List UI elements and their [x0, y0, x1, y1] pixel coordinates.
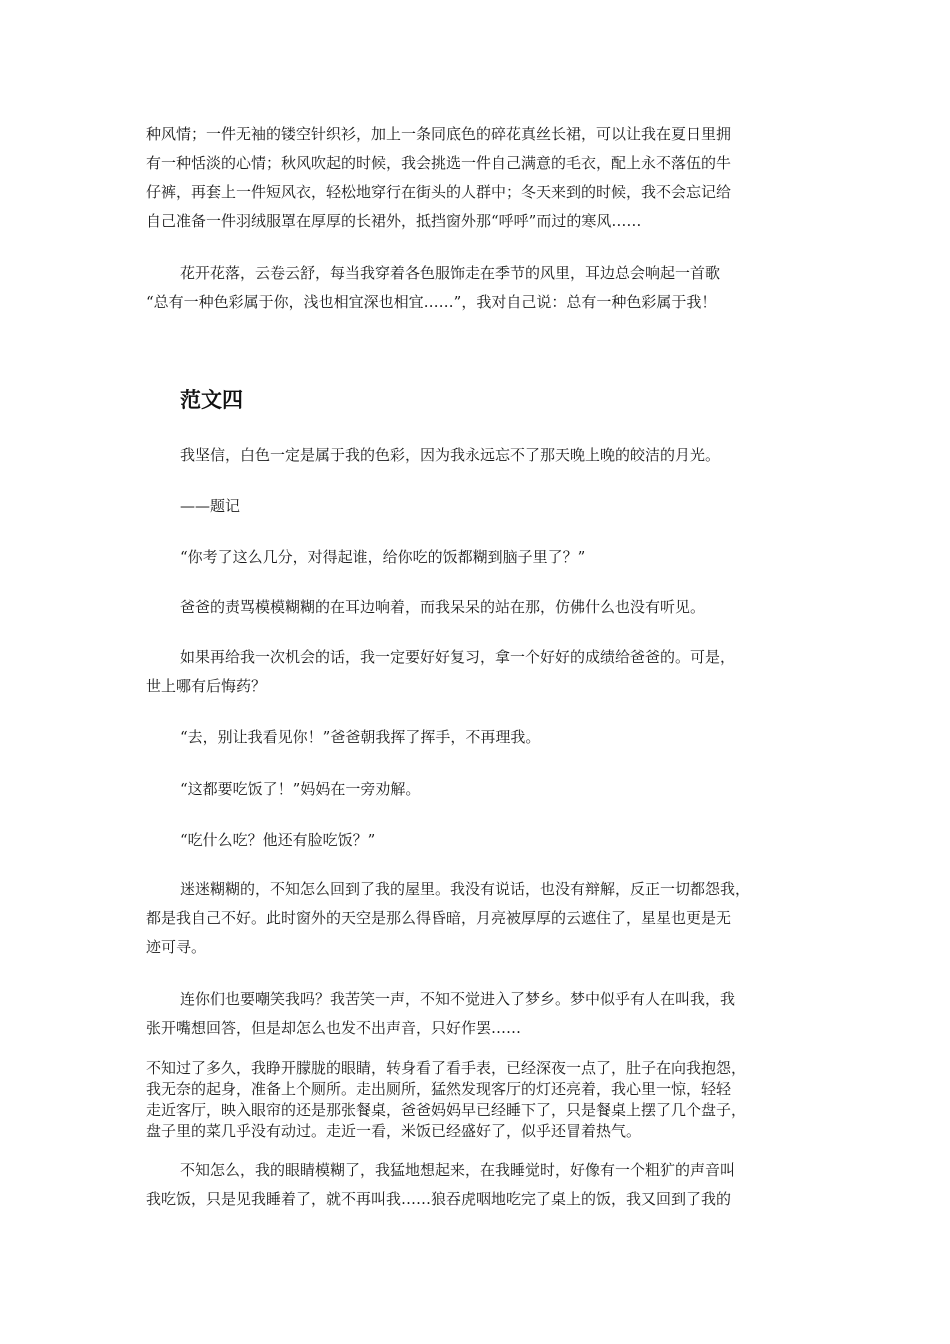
epigraph: [146, 441, 806, 470]
text-line: “总有一种色彩属于你，浅也相宜深也相宜……”，我对自己说：总有一种色彩属于我！: [146, 293, 717, 311]
text-line: “这都要吃饭了！”妈妈在一旁劝解。: [180, 780, 421, 798]
text-line: 张开嘴想回答，但是却怎么也发不出声音，只好作罢……: [146, 1019, 522, 1037]
text-line: 迹可寻。: [146, 938, 207, 956]
section-heading: 范文四: [180, 388, 243, 412]
text-line: 不知怎么，我的眼睛模糊了，我猛地想起来，在我睡觉时，好像有一个粗犷的声音叫: [180, 1161, 736, 1179]
text-line: 有一种恬淡的心情；秋风吹起的时候，我会挑选一件自己满意的毛衣，配上永不落伍的牛: [146, 154, 732, 172]
text-line: 如果再给我一次机会的话，我一定要好好复习，拿一个好好的成绩给爸爸的。可是，: [180, 648, 736, 666]
text-line: “去，别让我看见你！”爸爸朝我挥了挥手，不再理我。: [180, 728, 541, 746]
text-line: 爸爸的责骂模模糊糊的在耳边响着，而我呆呆的站在那，仿佛什么也没有听见。: [180, 598, 706, 616]
text-line: 种风情；一件无袖的镂空针织衫，加上一条同底色的碎花真丝长裙，可以让我在夏日里拥: [146, 125, 732, 143]
text-line: ——题记: [180, 497, 241, 515]
text-line: 不知过了多久，我睁开朦胧的眼睛，转身看了看手表，已经深夜一点了，肚子在向我抱怨，: [146, 1059, 747, 1077]
text-line: “吃什么吃？他还有脸吃饭？”: [180, 831, 376, 849]
text-line: 我坚信，白色一定是属于我的色彩，因为我永远忘不了那天晚上晚的皎洁的月光。: [180, 446, 721, 464]
text-line: 连你们也要嘲笑我吗？我苦笑一声，不知不觉进入了梦乡。梦中似乎有人在叫我，我: [180, 990, 736, 1008]
text-line: 花开花落，云卷云舒，每当我穿着各色服饰走在季节的风里，耳边总会响起一首歌: [180, 264, 721, 282]
paragraph-4: [146, 723, 806, 752]
paragraph-2: [146, 593, 806, 622]
text-line: 我无奈的起身，准备上个厕所。走出厕所，猛然发现客厅的灯还亮着，我心里一惊，轻轻: [146, 1080, 732, 1098]
text-line: 走近客厅，映入眼帘的还是那张餐桌，爸爸妈妈早已经睡下了，只是餐桌上摆了几个盘子，: [146, 1101, 747, 1119]
paragraph-8: [146, 985, 806, 1043]
text-line: “你考了这么几分，对得起谁，给你吃的饭都糊到脑子里了？”: [180, 548, 586, 566]
text-line: 盘子里的菜几乎没有动过。走近一看，米饭已经盛好了，似乎还冒着热气。: [146, 1122, 642, 1140]
paragraph-7: [146, 875, 806, 962]
paragraph-9: [146, 1058, 806, 1142]
closing-paragraph: [146, 259, 806, 317]
paragraph-3: [146, 643, 806, 701]
text-line: 迷迷糊糊的，不知怎么回到了我的屋里。我没有说话，也没有辩解，反正一切都怨我，: [180, 880, 751, 898]
text-line: 仔裤，再套上一件短风衣，轻松地穿行在街头的人群中；冬天来到的时候，我不会忘记给: [146, 183, 732, 201]
paragraph-6: [146, 826, 806, 855]
text-line: 我吃饭，只是见我睡着了，就不再叫我……狼吞虎咽地吃完了桌上的饭，我又回到了我的: [146, 1190, 732, 1208]
intro-paragraph: [146, 120, 806, 236]
text-line: 世上哪有后悔药？: [146, 677, 267, 695]
paragraph-1: [146, 543, 806, 572]
text-line: 都是我自己不好。此时窗外的天空是那么得昏暗，月亮被厚厚的云遮住了，星星也更是无: [146, 909, 732, 927]
paragraph-5: [146, 775, 806, 804]
text-line: 自己准备一件羽绒服罩在厚厚的长裙外，抵挡窗外那“呼呼”而过的寒风……: [146, 212, 642, 230]
epigraph-note: [146, 492, 806, 521]
paragraph-10: [146, 1156, 806, 1214]
